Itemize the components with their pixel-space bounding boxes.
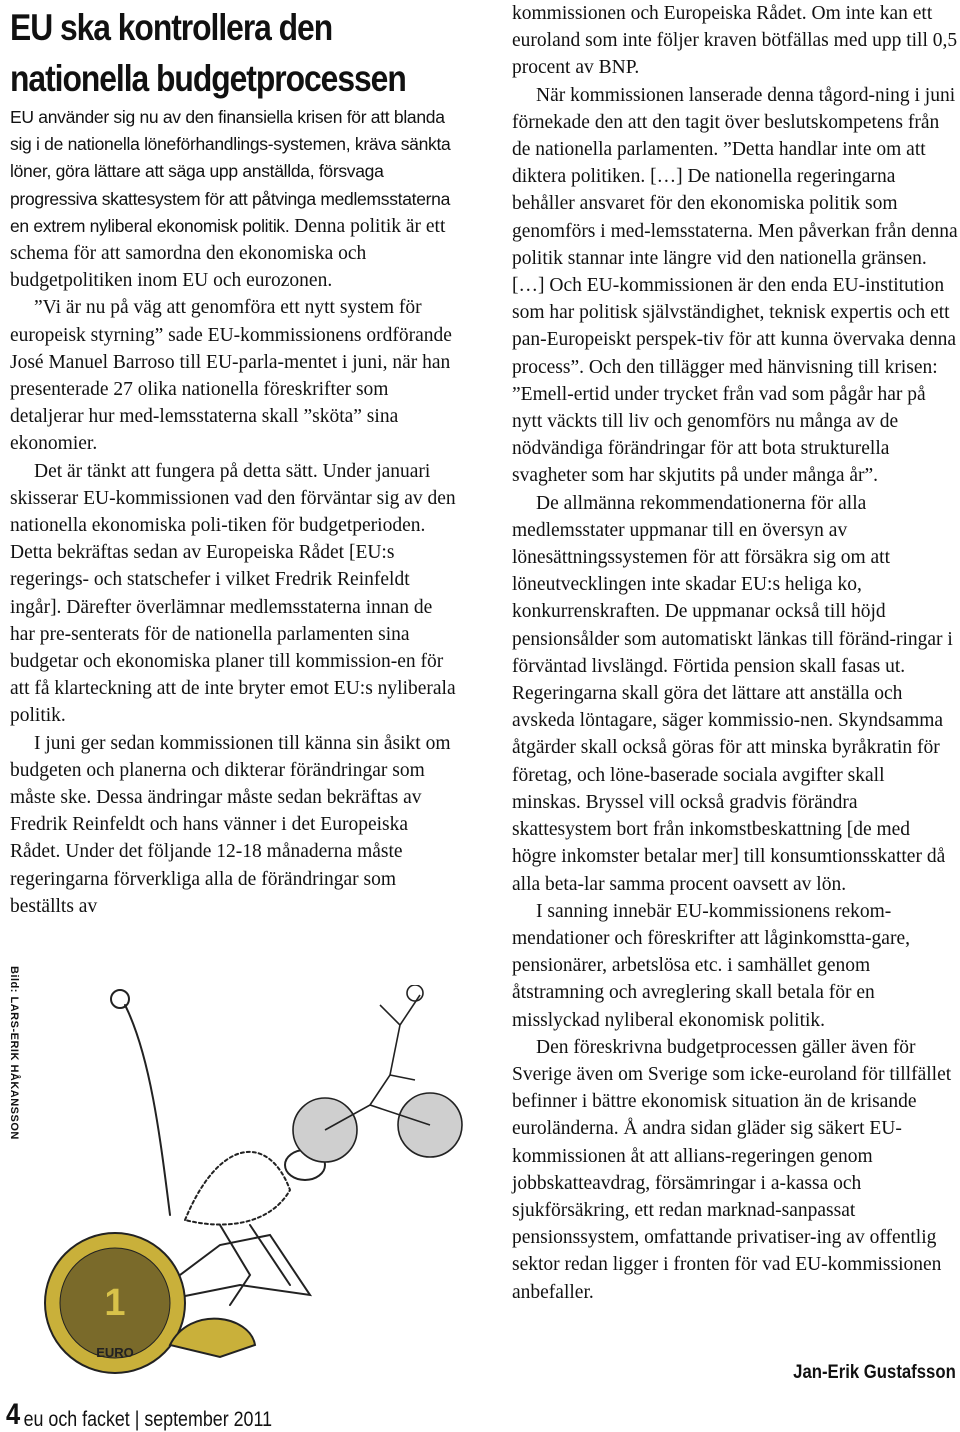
cyclist-arm xyxy=(125,1005,170,1215)
right-column xyxy=(512,0,958,1306)
distant-cyclist xyxy=(293,985,462,1162)
headline-line-1: EU ska kontrollera den xyxy=(10,7,333,48)
cyclist-fist xyxy=(111,990,129,1008)
image-credit: Bild: LARS-ERIK HÅKANSSON xyxy=(8,966,20,1140)
page-number: 4 xyxy=(6,1398,21,1431)
lead-sans-text: EU använder sig nu av den finansiella krisen för att blanda sig i de nationella löneförhandlings-systemen, kräva sänkta löner, göra lättare att säga upp anställda, försvaga progressiva skattesystem för att påtvinga medlemsstaterna en extrem nyliberal ekonomisk politik. xyxy=(10,107,451,236)
lead-serif-text: Denna politik är ett schema för att samordna den ekonomiska och budgetpolitiken inom EU och eurozonen. xyxy=(10,215,446,292)
body-paragraph: ”Vi är nu på väg att genomföra ett nytt system för europeisk styrning” sade EU-kommissionens ordförande José Manuel Barroso till EU-parla-mentet i juni, när han presenterade 27 olika nationella föreskrifter som detaljerar hur med-lemsstaterna skall ”sköta” sina ekonomier. xyxy=(10,297,452,455)
author-signature: Jan-Erik Gustafsson xyxy=(793,1362,956,1383)
body-paragraph: När kommissionen lanserade denna tågord-ning i juni förnekade den att den tagit över beslutskompetens från de nationella parlamenten. ”Detta handlar inte om att diktera politiken. […] De nationella regeringarna behåller ansvaret för den ekonomiska politik som genomförs i med-lemsstaterna. Men påverkan från denna politik stannar inte längre vid den nationella gränsen. […] Och EU-kommissionen är den enda EU-institution som har politisk självständighet, teknisk expertis och ett pan-Europeiskt perspek-tiv för att kunna övervaka denna process”. Och den tillägger med hänvisning till krisen: ”Emell-ertid under trycket från vad som pågår har på nytt väckts till liv och genomförs nu många av de nödvändiga förändringar för att bota strukturella svagheter som har skjutits på under många år”. xyxy=(512,84,958,487)
svg-text:1: 1 xyxy=(104,1282,126,1324)
article-headline xyxy=(10,2,423,104)
left-column xyxy=(10,104,458,920)
lead-paragraph xyxy=(10,104,458,294)
body-paragraph: Den föreskrivna budgetprocessen gäller även för Sverige även om Sverige som icke-euroland för tillfället befinner i bättre ekonomisk situation än de krisande euroländerna. Å andra sidan gläder sig säkert EU-kommissionen åt att allians-regeringen genom jobbskatteavdrag, försämringar i a-kassa och sjukförsäkring, ett redan marknad-sanpassat pensionssystem, omfattande privatiser-ing av offentlig sektor redan ligger i fronten för vad EU-kommissionen anbefaller. xyxy=(512,1036,952,1303)
cyclists-illustration xyxy=(20,985,490,1375)
headline-line-2: nationella budgetprocessen xyxy=(10,58,406,99)
body-paragraph: I sanning innebär EU-kommissionens rekom-mendationer och föreskrifter att låginkomstta-gare, pensionärer, arbetslösa etc. i samhället genom åtstramning och avreglering skall betala för en misslyckad nyliberal ekonomisk politik. xyxy=(512,900,910,1031)
page-footer xyxy=(6,1398,272,1432)
body-paragraph: Det är tänkt att fungera på detta sätt. Under januari skisserar EU-kommissionen vad den förväntar sig av den nationella ekonomiska poli-tiken för budgetperioden. Detta bekräftas sedan av Europeiska Rådet [EU:s regerings- och statschefer i vilket Fredrik Reinfeldt ingår]. Därefter överlämnar medlemsstaterna innan de har pre-senterats för de nationella parlamenten sina budgetar och ekonomiska planer till kommission-en för att få klarteckning att de inte bryter emot EU:s nyliberala politik. xyxy=(10,460,456,727)
body-paragraph: kommissionen och Europeiska Rådet. Om inte kan ett euroland som inte följer kraven bötfällas med upp till 0,5 procent av BNP. xyxy=(512,3,958,79)
cyclist-body xyxy=(185,1152,290,1225)
coin-text: EURO xyxy=(96,1345,134,1360)
publication-info: eu och facket | september 2011 xyxy=(23,1408,272,1431)
body-paragraph: I juni ger sedan kommissionen till känna sin åsikt om budgeten och planerna och dikterar förändringar som måste ske. Dessa ändringar måste sedan bekräftas av Fredrik Reinfeldt och hans vänner i det Europeiska Rådet. Under det följande 12-18 månaderna måste regeringarna förverkliga alla de förändringar som beställts av xyxy=(10,732,451,917)
coin-wheel-fragment xyxy=(170,1319,255,1357)
body-paragraph: De allmänna rekommendationerna för alla medlemsstater uppmanar till en översyn av lönesättningssystemen för att försäkra sig om att löneutvecklingen inte skadar EU:s heliga ko, konkurrenskraften. De uppmanar också till höjd pensionsålder som automatiskt länkas till föränd-ringar i förväntad livslängd. Förtida pension skall fasas ut. Regeringarna skall göra det lättare att anställa och avskeda löntagare, säger kommissio-nen. Skyndsamma åtgärder skall också göras för att minska byråkratin för företag, och löne-baserade sociala avgifter skall minskas. Bryssel vill också gradvis förändra skattesystem bort från inkomstbeskattning [de med högre inkomster betalar mer] till konsumtionsskatter då alla beta-lar samma procent oavsett av lön. xyxy=(512,492,953,895)
coin-wheel-front xyxy=(45,1233,185,1373)
